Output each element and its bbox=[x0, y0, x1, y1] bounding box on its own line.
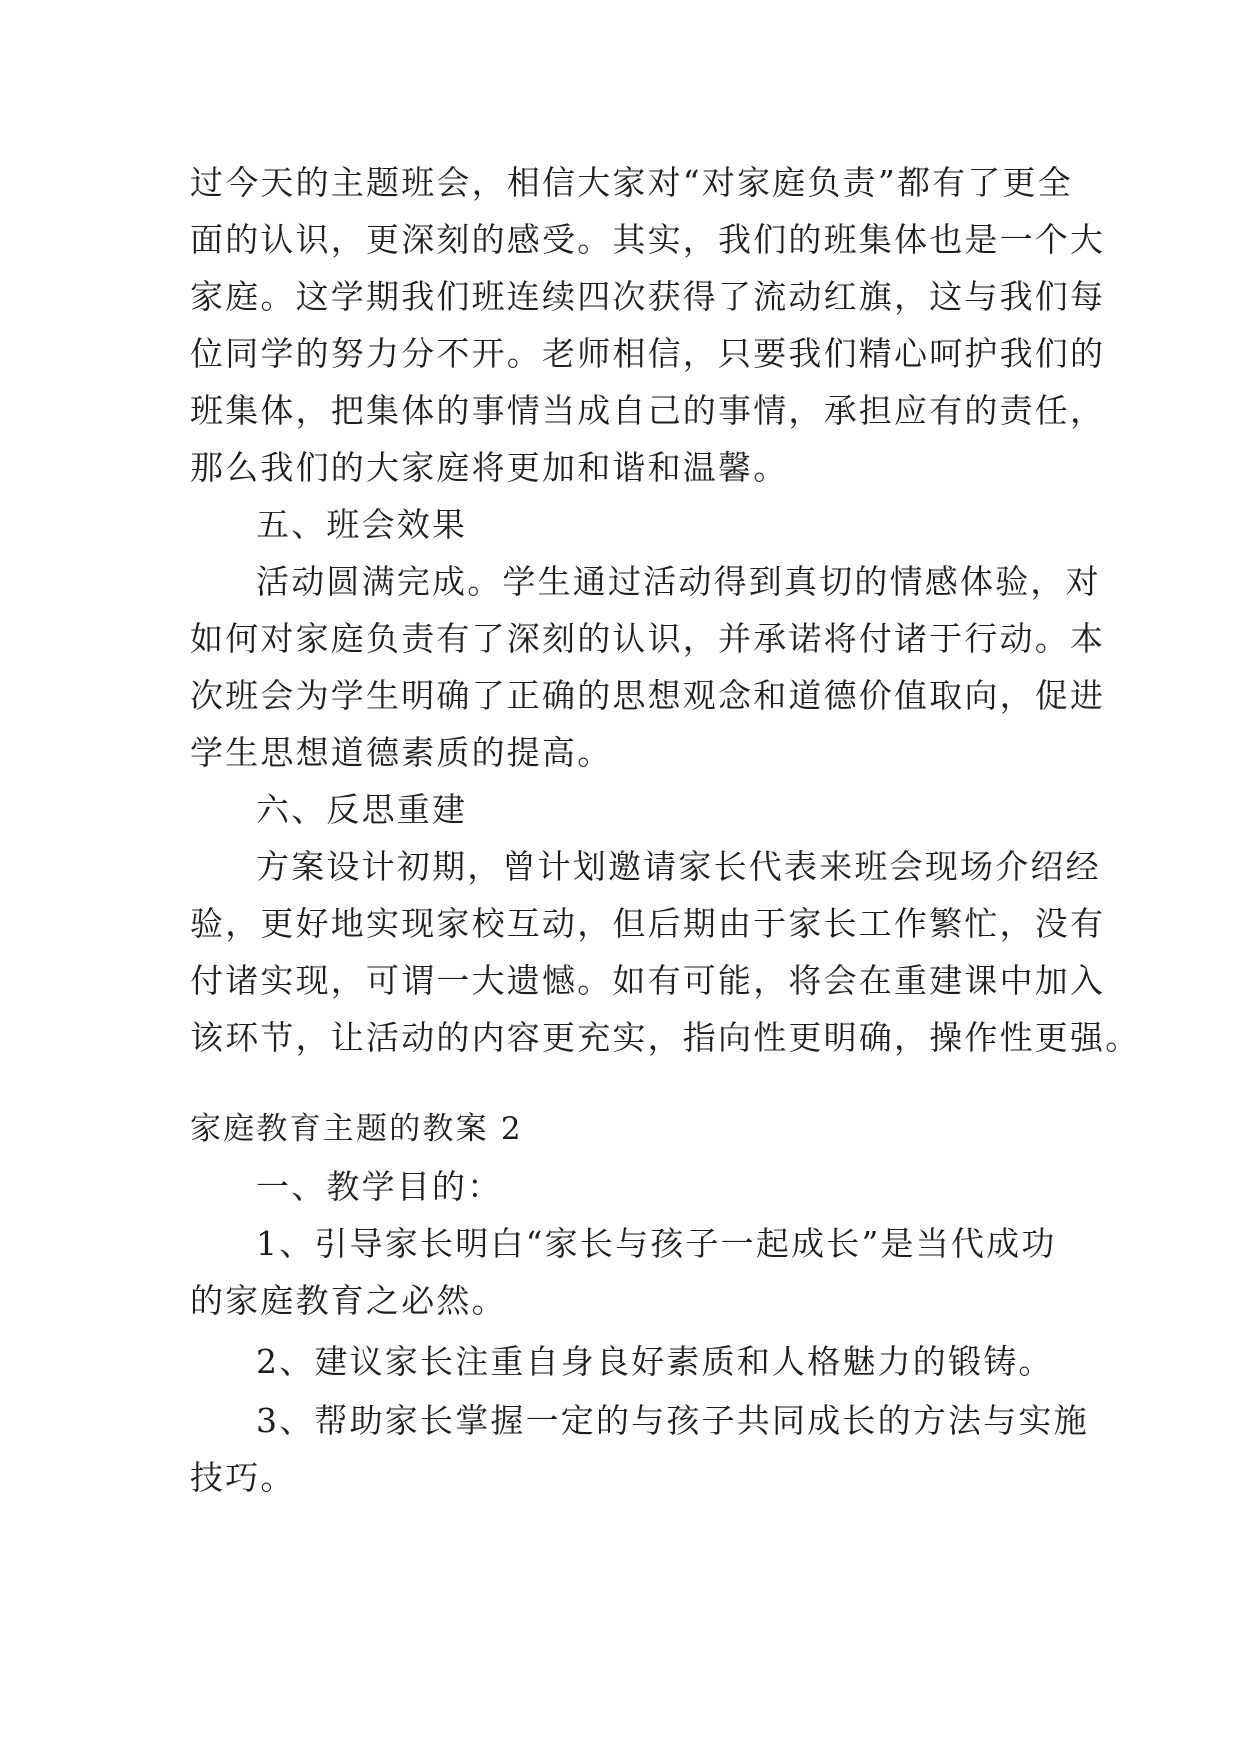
document-title: 家庭教育主题的教案 2 bbox=[190, 1111, 523, 1147]
list-item: 1、引导家长明白“家长与孩子一起成长”是当代成功 bbox=[256, 1224, 1057, 1263]
paragraph-line: 家庭。这学期我们班连续四次获得了流动红旗，这与我们每 bbox=[190, 277, 1106, 316]
paragraph-line: 面的认识，更深刻的感受。其实，我们的班集体也是一个大 bbox=[190, 220, 1106, 259]
paragraph-line: 位同学的努力分不开。老师相信，只要我们精心呵护我们的 bbox=[190, 334, 1106, 373]
list-item: 3、帮助家长掌握一定的与孩子共同成长的方法与实施 bbox=[256, 1401, 1089, 1440]
paragraph-line: 该环节，让活动的内容更充实，指向性更明确，操作性更强。 bbox=[190, 1018, 1141, 1057]
paragraph-line: 验，更好地实现家校互动，但后期由于家长工作繁忙，没有 bbox=[190, 904, 1106, 943]
list-item: 的家庭教育之必然。 bbox=[190, 1281, 507, 1320]
paragraph-line: 付诸实现，可谓一大遗憾。如有可能，将会在重建课中加入 bbox=[190, 961, 1106, 1000]
paragraph-line: 如何对家庭负责有了深刻的认识，并承诺将付诸于行动。本 bbox=[190, 619, 1106, 658]
paragraph-line: 方案设计初期，曾计划邀请家长代表来班会现场介绍经 bbox=[256, 847, 1101, 886]
section-heading: 五、班会效果 bbox=[256, 505, 468, 544]
section-heading: 一、教学目的： bbox=[256, 1167, 503, 1206]
list-item: 2、建议家长注重自身良好素质和人格魅力的锻铸。 bbox=[256, 1342, 1054, 1381]
paragraph-line: 那么我们的大家庭将更加和谐和温馨。 bbox=[190, 448, 789, 487]
paragraph-line: 次班会为学生明确了正确的思想观念和道德价值取向，促进 bbox=[190, 676, 1106, 715]
paragraph-line: 活动圆满完成。学生通过活动得到真切的情感体验，对 bbox=[256, 562, 1101, 601]
section-heading: 六、反思重建 bbox=[256, 790, 468, 829]
paragraph-line: 学生思想道德素质的提高。 bbox=[190, 733, 613, 772]
paragraph-line: 过今天的主题班会，相信大家对“对家庭负责”都有了更全 bbox=[190, 163, 1073, 202]
list-item: 技巧。 bbox=[190, 1458, 296, 1497]
paragraph-line: 班集体，把集体的事情当成自己的事情，承担应有的责任， bbox=[190, 391, 1106, 430]
